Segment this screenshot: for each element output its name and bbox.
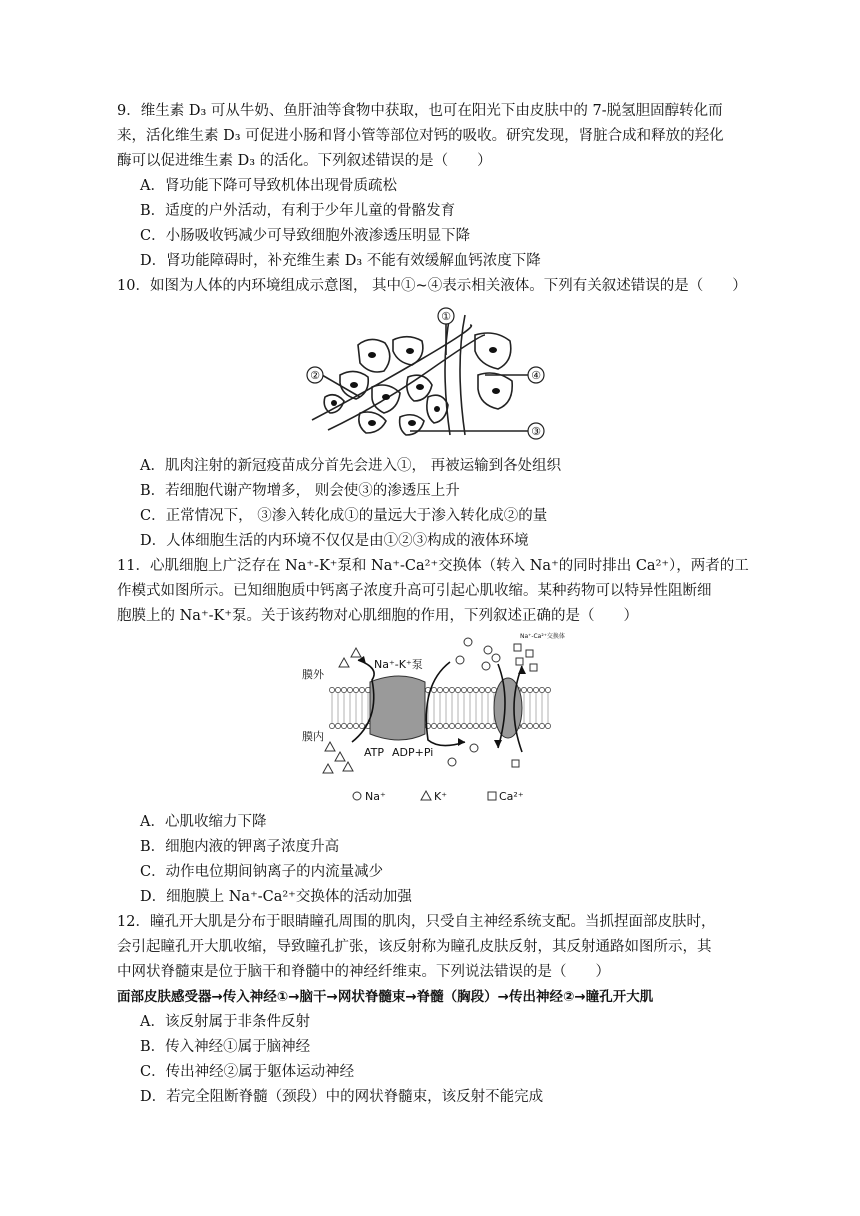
q12-stem-line2: 会引起瞳孔开大肌收缩，导致瞳孔扩张，该反射称为瞳孔皮肤反射，其反射通路如图所示，其 <box>117 939 712 955</box>
phospholipid-head <box>533 723 538 728</box>
phospholipid-head <box>335 687 340 692</box>
atp-label: ATP <box>364 746 385 759</box>
q10-option-a: A．肌肉注射的新冠疫苗成分首先会进入①， 再被运输到各处组织 <box>140 458 562 474</box>
phospholipid-head <box>437 687 442 692</box>
phospholipid-head <box>521 723 526 728</box>
phospholipid-head <box>353 723 358 728</box>
adp-label: ADP+Pi <box>392 746 434 759</box>
q9-stem-line1: 9．维生素 D₃ 可从牛奶、鱼肝油等食物中获取，也可在阳光下由皮肤中的 7-脱氢胆固醇转化而 <box>117 103 723 119</box>
phospholipid-head <box>329 687 334 692</box>
phospholipid-head <box>341 723 346 728</box>
phospholipid-head <box>527 723 532 728</box>
phospholipid-head <box>479 687 484 692</box>
inside-label: 膜内 <box>302 730 324 743</box>
phospholipid-head <box>347 723 352 728</box>
phospholipid-head <box>449 723 454 728</box>
label-4: ④ <box>531 369 541 382</box>
q12-option-a: A．该反射属于非条件反射 <box>140 1014 310 1030</box>
internal-environment-figure <box>300 305 550 445</box>
q10-stem-line1: 10．如图为人体的内环境组成示意图， 其中①~④表示相关液体。下列有关叙述错误的是（ ） <box>117 278 747 294</box>
phospholipid-head <box>341 687 346 692</box>
q9-option-d: D．肾功能障碍时，补充维生素 D₃ 不能有效缓解血钙浓度下降 <box>140 253 541 269</box>
exchanger-label: Na⁺-Ca²⁺交换体 <box>520 633 565 640</box>
q9-option-a: A．肾功能下降可导致机体出现骨质疏松 <box>140 178 397 194</box>
q9-stem-line2: 来，活化维生素 D₃ 可促进小肠和肾小管等部位对钙的吸收。研究发现，肾脏合成和释放的羟化 <box>117 128 724 144</box>
phospholipid-head <box>545 723 550 728</box>
q11-option-a: A．心肌收缩力下降 <box>140 814 267 830</box>
phospholipid-head <box>527 687 532 692</box>
phospholipid-head <box>347 687 352 692</box>
q10-option-d: D．人体细胞生活的内环境不仅仅是由①②③构成的液体环境 <box>140 533 529 549</box>
q11-stem-line3: 胞膜上的 Na⁺-K⁺泵。关于该药物对心肌细胞的作用，下列叙述正确的是（ ） <box>117 608 638 624</box>
q9-stem-line3: 酶可以促进维生素 D₃ 的活化。下列叙述错误的是（ ） <box>117 153 492 169</box>
phospholipid-head <box>485 687 490 692</box>
outside-label: 膜外 <box>302 668 324 681</box>
phospholipid-head <box>359 687 364 692</box>
phospholipid-head <box>485 723 490 728</box>
phospholipid-head <box>545 687 550 692</box>
phospholipid-head <box>521 687 526 692</box>
label-2: ② <box>310 369 320 382</box>
legend-k: K⁺ <box>434 790 448 803</box>
legend-ca: Ca²⁺ <box>499 790 524 803</box>
phospholipid-head <box>329 723 334 728</box>
q9-option-b: B．适度的户外活动，有利于少年儿童的骨骼发育 <box>140 203 456 219</box>
q12-option-c: C．传出神经②属于躯体运动神经 <box>140 1064 355 1080</box>
phospholipid-head <box>353 687 358 692</box>
phospholipid-head <box>473 723 478 728</box>
phospholipid-head <box>437 723 442 728</box>
q11-option-d: D．细胞膜上 Na⁺-Ca²⁺交换体的活动加强 <box>140 889 412 905</box>
q12-stem-line3: 中网状脊髓束是位于脑干和脊髓中的神经纤维束。下列说法错误的是（ ） <box>117 964 610 980</box>
q9-option-c: C．小肠吸收钙减少可导致细胞外液渗透压明显下降 <box>140 228 471 244</box>
q12-reflex-pathway: 面部皮肤感受器→传入神经①→脑干→网状脊髓束→脊髓（胸段）→传出神经②→瞳孔开大肌 <box>117 989 654 1005</box>
q12-option-d: D．若完全阻断脊髓（颈段）中的网状脊髓束，该反射不能完成 <box>140 1089 544 1105</box>
phospholipid-head <box>431 687 436 692</box>
label-1: ① <box>441 310 451 323</box>
membrane-transport-figure <box>300 630 565 805</box>
label-3: ③ <box>531 425 541 438</box>
q11-stem-line1: 11．心肌细胞上广泛存在 Na⁺-K⁺泵和 Na⁺-Ca²⁺交换体（转入 Na⁺的同时排出 Ca²⁺），两者的工 <box>117 558 749 574</box>
pump-label: Na⁺-K⁺泵 <box>374 658 423 671</box>
phospholipid-head <box>539 723 544 728</box>
q12-option-b: B．传入神经①属于脑神经 <box>140 1039 311 1055</box>
phospholipid-head <box>461 723 466 728</box>
phospholipid-head <box>443 687 448 692</box>
phospholipid-head <box>431 723 436 728</box>
q10-option-c: C．正常情况下， ③渗入转化成①的量远大于渗入转化成②的量 <box>140 508 548 524</box>
q12-stem-line1: 12．瞳孔开大肌是分布于眼睛瞳孔周围的肌肉，只受自主神经系统支配。当抓捏面部皮肤时， <box>117 914 716 930</box>
phospholipid-head <box>461 687 466 692</box>
phospholipid-head <box>455 687 460 692</box>
phospholipid-head <box>359 723 364 728</box>
phospholipid-head <box>335 723 340 728</box>
q11-option-b: B．细胞内液的钾离子浓度升高 <box>140 839 340 855</box>
phospholipid-head <box>455 723 460 728</box>
phospholipid-head <box>443 723 448 728</box>
phospholipid-head <box>473 687 478 692</box>
q10-option-b: B．若细胞代谢产物增多， 则会使③的渗透压上升 <box>140 483 460 499</box>
phospholipid-head <box>533 687 538 692</box>
q11-stem-line2: 作模式如图所示。已知细胞质中钙离子浓度升高可引起心肌收缩。某种药物可以特异性阻断细 <box>117 583 712 599</box>
phospholipid-head <box>467 723 472 728</box>
phospholipid-head <box>479 723 484 728</box>
legend-na: Na⁺ <box>365 790 386 803</box>
phospholipid-head <box>467 687 472 692</box>
phospholipid-head <box>539 687 544 692</box>
phospholipid-head <box>449 687 454 692</box>
q11-option-c: C．动作电位期间钠离子的内流量减少 <box>140 864 384 880</box>
